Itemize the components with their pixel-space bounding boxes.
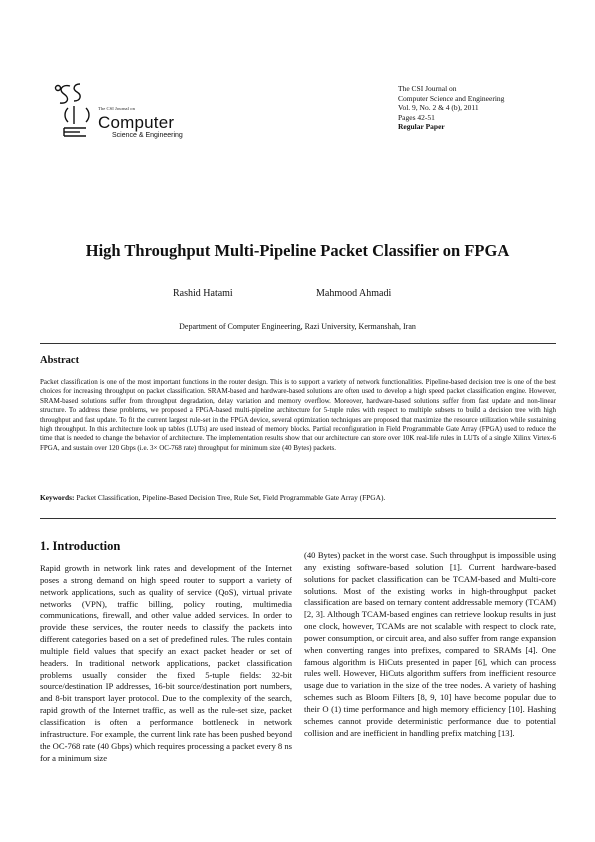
abstract-heading: Abstract [40, 355, 80, 366]
paper-type: Regular Paper [398, 122, 445, 131]
paper-title: High Throughput Multi-Pipeline Packet Classifier on FPGA [85, 241, 510, 260]
body-column-left: Rapid growth in network link rates and development of the Internet poses a strong demand on high speed router to support a variety of network applications, such as quality of service (QoS), virtual private networks (VPN), traffic billing, policy routing, multimedia communications, firewall, and other value added services. In order to provide these services, the router needs to classify the packets into different categories based on a set of predefined rules. The rules contain multiple field values that specify an exact packet header or set of headers. In traditional network applications, packet classification problems usually consider the fixed 5-tuple fields: 32-bit source/destination IP addresses, 16-bit source/destination port numbers, and 8-bit transport layer protocol. Due to the complexity of the search, rapid growth of the Internet traffic, as well as the rule-set size, packet classification is often a performance bottleneck in network infrastructure. For example, the current link rate has been pushed beyond the OC-768 rate (40 Gbps) which requires processing a packet every 8 ns for a minimum size [40, 563, 293, 763]
journal-line-1: The CSI Journal on [398, 84, 457, 93]
keywords [40, 493, 556, 502]
divider-bottom [40, 518, 556, 519]
affiliation: Department of Computer Engineering, Razi University, Kermanshah, Iran [179, 322, 416, 331]
divider-top [40, 343, 556, 344]
author-1: Rashid Hatami [173, 288, 233, 299]
section-heading-introduction: 1. Introduction [40, 539, 121, 553]
keywords-label: Keywords: [40, 493, 75, 502]
logo-small-text: The CSI Journal on [98, 106, 135, 111]
logo-big-text: Computer [98, 113, 175, 132]
journal-logo [40, 78, 200, 152]
journal-line-2: Computer Science and Engineering [398, 93, 505, 103]
journal-line-3: Vol. 9, No. 2 & 4 (b), 2011 [398, 103, 479, 112]
body-column-right: (40 Bytes) packet in the worst case. Such throughput is impossible using any existing software-based solution [1]. Current hardware-based solutions for packet classification can be TCAM-based and Multi-core solutions. Most of the existing works in high-throughput packet classification are based on ternary content addressable memory (TCAM) [2, 3]. Although TCAM-based engines can retrieve lookup results in just one clock, however, TCAMs are not scalable with respect to clock rate, power consumption, or circuit area, and also suffer from range expansion when converting ranges into prefixes, compared to SRAMs [4]. One famous algorithm is HiCuts presented in paper [6], which can process rules well. However, HiCuts algorithm suffers from inefficient resource usage due to variation in the size of the tree nodes. A variety of hashing schemes such as Bloom Filters [8, 9, 10] have become popular due to their O (1) time performance and high memory efficiency [10]. Hashing schemes cannot provide deterministic performance due to potential collision and are inefficient in handling prefix matching [13]. [304, 550, 556, 738]
abstract-text: Packet classification is one of the most important functions in the router design. This is to support a variety of network functionalities. Pipeline-based decision tree is one of the best choices for increasing throughput on packet classification. SRAM-based and hardware-based solutions are often used to develop a high speed packet classification engine. However, SRAM-based solutions suffer from throughput degradation, delay variation and memory overflow. Moreover, hardware-based solutions suffer from fast update and non-linear structure. To address these problems, we proposed a FPGA-based multi-pipeline architecture for 5-tuple rules with respect to multiple subsets to build a decision tree with high throughput and fast update. To fit the current largest rule-set in the FPGA device, several optimization techniques are proposed that maximize the resource utilization while sustaining high throughput. In this architecture look up tables (LUTs) are used instead of memory blocks. Partial reconfiguration in Field Programmable Gate Array (FPGA) used to reduce the time that is needed to change the behavior of architecture. The implementation results show that our architecture can store over 10K real-life rules in LUTs of a single Xilinx Virtex-6 FPGA, and sustain over 120 Gbps (i.e. 3× OC-768 rate) throughput for minimum size (40 Bytes) packets. [40, 378, 556, 452]
author-2: Mahmood Ahmadi [316, 288, 392, 299]
journal-info [398, 84, 578, 132]
logo-sub-text: Science & Engineering [112, 132, 183, 139]
keywords-text: Packet Classification, Pipeline-Based Decision Tree, Rule Set, Field Programmable Gate Array (FPGA). [76, 493, 386, 502]
journal-line-4: Pages 42-51 [398, 112, 435, 122]
